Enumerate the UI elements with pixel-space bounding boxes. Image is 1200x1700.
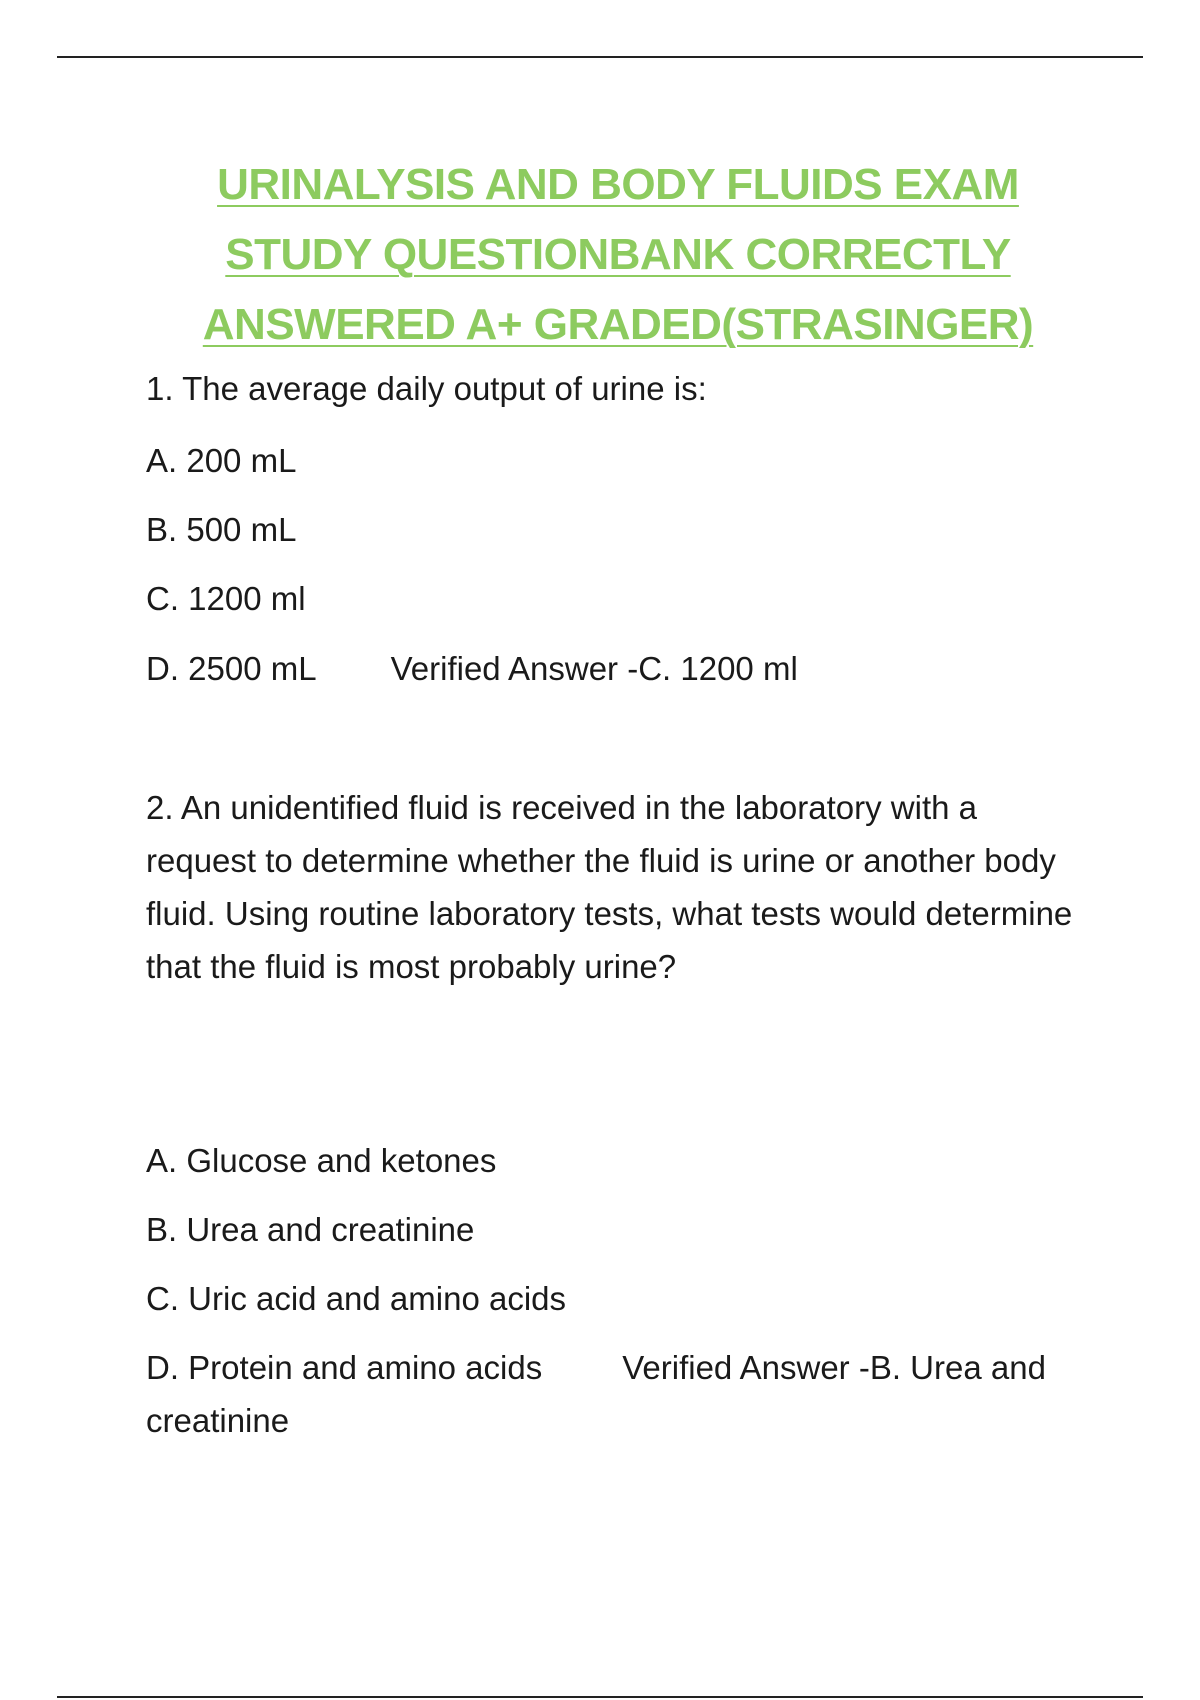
question-2-option-a: A. Glucose and ketones bbox=[146, 1142, 497, 1179]
question-2-option-d-row bbox=[146, 1341, 1086, 1447]
document-title bbox=[0, 150, 1200, 360]
top-rule bbox=[57, 56, 1143, 58]
question-1-option-b: B. 500 mL bbox=[146, 511, 297, 548]
question-2-stem: 2. An unidentified fluid is received in the laboratory with a request to determine whether the fluid is urine or another body fluid. Using routine laboratory tests, what tests would determine that the fluid is most probably urine? bbox=[146, 789, 1073, 985]
question-1-option-d-row bbox=[146, 650, 798, 688]
question-2-option-b: B. Urea and creatinine bbox=[146, 1211, 475, 1248]
question-2-option-d: D. Protein and amino acids bbox=[146, 1349, 543, 1386]
title-line-3: ANSWERED A+ GRADED(STRASINGER) bbox=[202, 300, 1034, 349]
question-1-option-a: A. 200 mL bbox=[146, 442, 297, 479]
bottom-rule bbox=[57, 1696, 1143, 1698]
title-line-2: STUDY QUESTIONBANK CORRECTLY bbox=[225, 230, 1011, 279]
question-1-option-d: D. 2500 mL bbox=[146, 650, 317, 687]
question-2-answer: Verified Answer -B. Urea and creatinine bbox=[146, 1349, 1046, 1439]
question-1-answer: Verified Answer -C. 1200 ml bbox=[390, 650, 798, 687]
question-1-stem: 1. The average daily output of urine is: bbox=[146, 370, 707, 407]
question-1-option-c: C. 1200 ml bbox=[146, 580, 306, 617]
title-line-1: URINALYSIS AND BODY FLUIDS EXAM bbox=[217, 160, 1019, 209]
question-2-option-c: C. Uric acid and amino acids bbox=[146, 1280, 567, 1317]
